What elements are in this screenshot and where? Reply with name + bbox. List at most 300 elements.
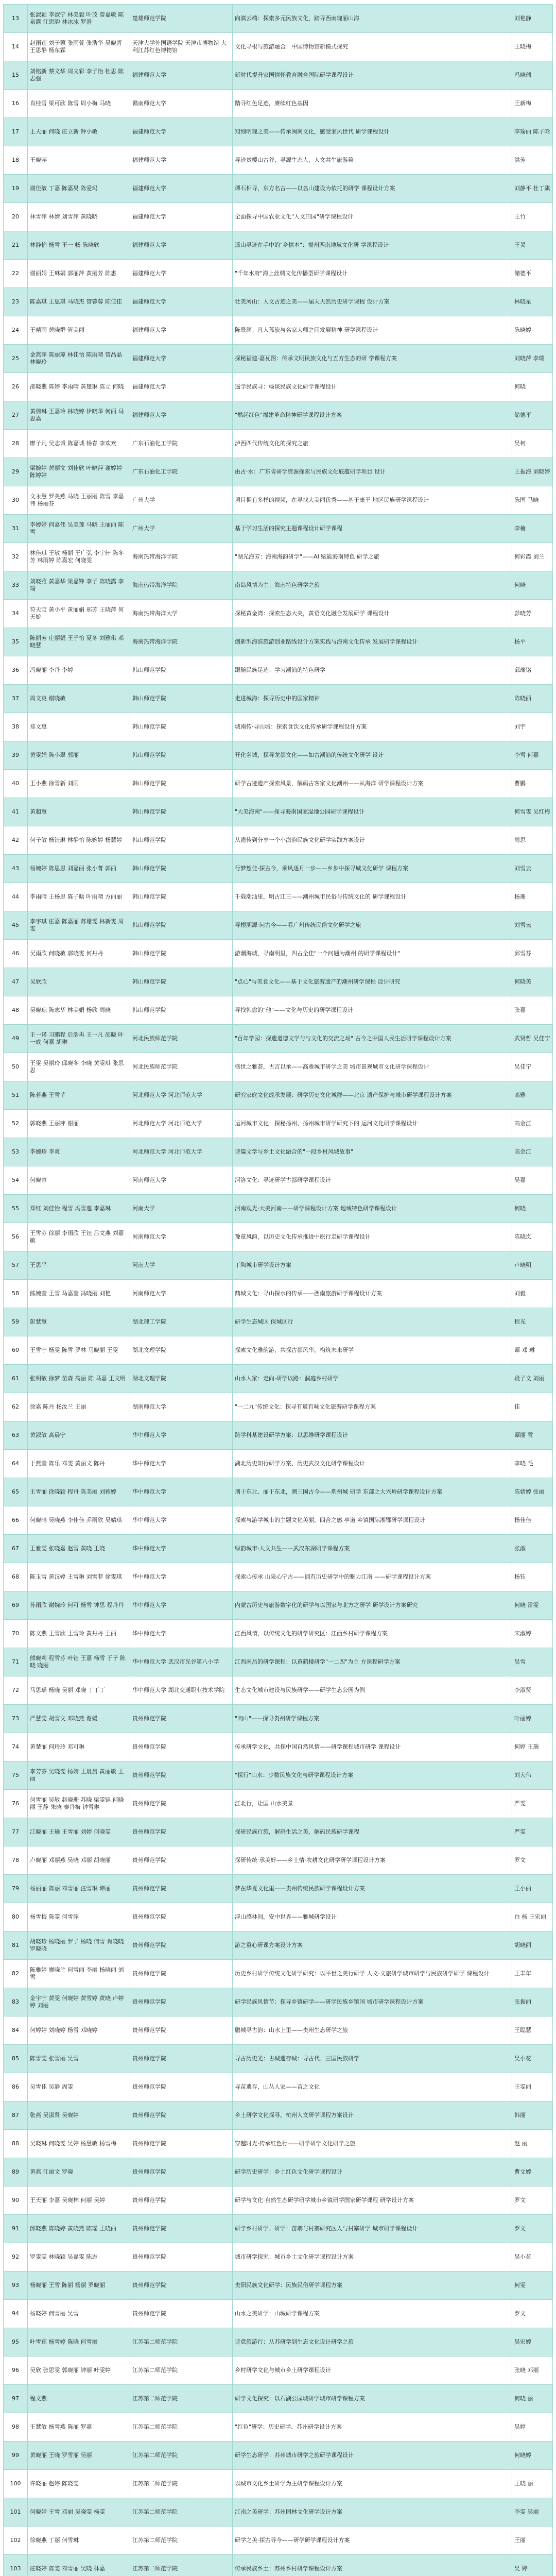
school-name: 福建师范大学 [130,175,233,203]
school-name: 湖南师范大学 [130,1393,233,1421]
school-name: 韩山师范学院 [130,968,233,996]
row-number: 52 [4,1110,28,1138]
school-name: 海南热带海洋学院 [130,543,233,571]
project-title: 遥山寻迹在手中的"乡情本"：福州西南地域文化研 学课程设计 [233,231,512,260]
school-name: 江苏第二师范学院 [130,2328,233,2357]
team-members: 张明敏 徐梦 苗森 高丽 陈 马嘉 王文明 [28,1365,130,1393]
table-row [4,2527,553,2555]
school-name: 江苏第二师范学院 [130,2357,233,2385]
team-members: 赵雨莲 刘子蕙 张雨萱 张浩华 吴晓青 王思静 杨东霖 [28,33,130,61]
team-members: 王小燕 徐雪新 刘雨 [28,770,130,798]
tutor-name: 王新梅 [512,90,553,118]
tutor-name: 杨平 [512,628,553,656]
school-name: 福建师范大学 [130,345,233,373]
tutor-name: 王振海 刘晓婷 [512,458,553,486]
tutor-name: 李淑贤 [512,1676,553,1705]
team-members: 谢丽娟 王琳娟 郭丽萍 黄丽芳 陈惠 [28,260,130,288]
row-number: 87 [4,2102,28,2130]
school-name: 贵州师范学院 [130,1761,233,1790]
row-number: 71 [4,1648,28,1676]
row-number: 19 [4,175,28,203]
table-row [4,798,553,826]
table-row [4,458,553,486]
row-number: 33 [4,571,28,600]
project-title: 研学生态城区 保城区行 [233,1308,512,1336]
table-row [4,118,553,146]
school-name: 华中师范大学 [130,1421,233,1450]
team-members: 刘铭新 蔡文华 周文彩 李子怡 杜思 陈志强 [28,61,130,90]
team-members: 卢晓丽 邓丽燕 吴晓 邓丽 胡晓丽 [28,1846,130,1875]
project-title: 探索心传承 山泉心宁古——拥有历史研学中的魅力江南 ——研学课程设计方案 [233,1563,512,1591]
tutor-name: 严雯 [512,1818,553,1846]
tutor-name: 吴嘉 [512,1166,553,1195]
project-title: 生态文化城市建设与民族研学——研学生态公园为例 [233,1676,512,1705]
table-row [4,1110,553,1138]
table-row [4,1591,553,1620]
row-number: 49 [4,1025,28,1053]
project-title: 研学民族风情节：探寻乡镇研学——研学民族乡镇国 城市研学课程设计方案 [233,1988,512,2016]
project-title: 山水人家：走向·研学以路：洞庭乡村研学 [233,1365,512,1393]
project-title: 湖北历史知行研学方案、历史武汉文化研学课程设计 [233,1450,512,1478]
team-members: 王晴雨 黄晓群 管美丽 [28,316,130,345]
table-row [4,1025,553,1053]
row-number: 53 [4,1138,28,1166]
award-table-body [4,5,553,2576]
project-title: 穿越时光·传承红色行——研学研学文化研学之旅 [233,2130,512,2158]
row-number: 68 [4,1563,28,1591]
project-title: "红色"研学：历史研学、苏州研学设计方案 [233,2413,512,2442]
team-members: 吴雨欣 何晓敏 郭晓雯 何丹丹 [28,940,130,968]
tutor-name: 曹文婷 [512,2158,553,2187]
row-number: 70 [4,1620,28,1648]
team-members: 陈文燕 王雪欣 王雪玲 黄丹丹 王丽 [28,1620,130,1648]
table-row [4,33,553,61]
table-row [4,1308,553,1336]
table-row [4,260,553,288]
row-number: 73 [4,1705,28,1733]
school-name: 华中师范大学 [130,1535,233,1563]
row-number: 38 [4,713,28,741]
team-members: 王天丽 何晓 庄立新 钟小敏 [28,118,130,146]
school-name: 贵州师范学院 [130,2215,233,2243]
row-number: 83 [4,1988,28,2016]
table-row [4,1846,553,1875]
team-members: 林佳琪 王敏 杨丽 王广弘 李宇轩 陈冬芳 林雨婷 陈嘉宏 何晓雯 [28,543,130,571]
project-title: 河洛文化：寻迹研学古都研学课程设计 [233,1166,512,1195]
row-number: 62 [4,1393,28,1421]
project-title: 寻迹赏樱山古谷，寻源生态人，人文共生旅游篇 [233,146,512,175]
team-members: 林雪萍 林婧 刘雪萍 黄晓晓 [28,203,130,231]
row-number: 88 [4,2130,28,2158]
project-title: 跨学科基建设研学方案：以思维研学课程设计 [233,1421,512,1450]
tutor-name: 何雯 [512,2272,553,2300]
tutor-name: 刘毅 [512,1280,553,1308]
school-name: 福建师范大学 [130,260,233,288]
team-members: 于燕莹 陈乐 邓雯 黄丽文 陈丹 [28,1450,130,1478]
row-number: 97 [4,2385,28,2413]
row-number: 27 [4,401,28,430]
team-members: 何晓蓉 [28,1166,130,1195]
school-name: 贵州师范学院 [130,1903,233,1931]
tutor-name: 陈晓丽 [512,685,553,713]
project-title: 项目拥有多样的视频，在寻找大美丽优秀——基于康王 地区民族研学课程设计 [233,486,512,515]
row-number: 40 [4,770,28,798]
table-row [4,2442,553,2470]
project-title: 探索与游学城市的主题文化美丽，四合之感 亭道 乡镇国际湘鄂研学课程设计 [233,1506,512,1535]
table-row [4,2187,553,2215]
project-title: 新时代提升家国情怀教育融合国际研学课程设计 [233,61,512,90]
team-members: 文永慧 罗美燕 马晓 王丽丽 陈雪 李嘉伟 杨丽芬 [28,486,130,515]
table-row [4,2555,553,2576]
project-title: 遥学民族寻：畅谈民族文化研学课程设计 [233,373,512,401]
row-number: 90 [4,2187,28,2215]
project-title: 丁陶城市研学设计方案 [233,1251,512,1280]
row-number: 47 [4,968,28,996]
tutor-name: 王竹 [512,203,553,231]
row-number: 26 [4,373,28,401]
team-members: 严慧雯 胡雪文 邓晓燕 谢媛 [28,1705,130,1733]
table-row [4,2073,553,2102]
tutor-name: 张嘉 [512,996,553,1025]
project-title: 运河城市文化：探秘扬州、扬州城市研学研究下的 运河文化研学课程设计 [233,1110,512,1138]
school-name: 河北师范大学 河北师范大学 [130,1081,233,1110]
team-members: 罗雯雯 林晓颖 吴嘉雯 陈志 [28,2243,130,2272]
project-title: 谭石相寻，东方名古——以名山建设为依托的研学 课程设计方案 [233,175,512,203]
tutor-name: 胡晓丽 [512,1931,553,1960]
team-members: 谢佳敏 丁嘉 陈嘉昊 陈爱玛 [28,175,130,203]
row-number: 76 [4,1790,28,1818]
team-members: 黄倩琳 王嘉玲 林晓婷 伊晓华 何丽 马思嘉 [28,401,130,430]
project-title: 开化名城，探寻龙都文化——如古潮汕的传统文化研学 设计 [233,741,512,770]
school-name: 华中师范大学 [130,1478,233,1506]
tutor-name: 林晓星 [512,288,553,316]
school-name: 河南师范大学 [130,1223,233,1251]
project-title: 城市研学探究：城市乡土文化研学课程设计方案 [233,2243,512,2272]
row-number: 93 [4,2272,28,2300]
project-title: 知细明理之美——传承闽南文化，感受家风世代 研学课程设计 [233,118,512,146]
row-number: 56 [4,1223,28,1251]
team-members: 吴欣欣 [28,968,130,996]
table-row [4,231,553,260]
team-members: 王雅雯 张晓嘉 赵雪 黄晓 王晓 [28,1535,130,1563]
table-row [4,203,553,231]
team-members: 叶雪莲 杨雪婷 陈晓 何雪丽 [28,2328,130,2357]
table-row [4,2272,553,2300]
school-name: 福建师范大学 [130,316,233,345]
project-title: 研学古迹遗产探索风景，解码古客家文化潮州——从海洋 研学课程设计方案 [233,770,512,798]
table-row [4,685,553,713]
team-members: 黄燕 江丽文 罗晓 [28,2158,130,2187]
table-row [4,1733,553,1761]
school-name: 湖北理工学院 [130,1308,233,1336]
tutor-name: 刘静平 杜丁骐 [512,175,553,203]
school-name: 贵州师范学院 [130,2243,233,2272]
project-title: "探行"山水：少数民族文化与研学课程设计方案 [233,1761,512,1790]
tutor-name: 周思 [512,826,553,855]
team-members: 杨晓丽 王雪 陈丽 杨丽 罗晓丽 [28,2272,130,2300]
tutor-name: 刘宇 [512,713,553,741]
school-name: 河南师范大学 [130,1166,233,1195]
team-members: 何晓晴 吴晓燕 李佳佳 乔雨欣 吴婧琪 [28,1506,130,1535]
row-number: 34 [4,600,28,628]
table-row [4,713,553,741]
table-row [4,1931,553,1960]
team-members: 杨婉婷 陈思思 刘嘉丽 张小菁 郭丽 [28,855,130,883]
tutor-name: 吴雪 [512,1648,553,1676]
tutor-name: 何晓 雷雯 [512,1591,553,1620]
table-row [4,1195,553,1223]
project-title: 壮美河山：人文古迹之美——届天天然历史研学课程 设计方案 [233,288,512,316]
tutor-name: 谭丽 雪 [512,1421,553,1450]
project-title: 诗意旅游行：从苏研学到生态文化设计研学之旅 [233,2328,512,2357]
tutor-name: 何晓 [512,373,553,401]
school-name: 贵州师范学院 [130,1875,233,1903]
school-name: 贵州师范学院 [130,2045,233,2073]
tutor-name: 叶丽婷 [512,1705,553,1733]
row-number: 45 [4,911,28,940]
tutor-name: 吴小花 [512,2243,553,2272]
team-members: 李芳芬 吴晓雯 杨婧 王晨晨 黄丽敏 王丽 [28,1761,130,1790]
row-number: 54 [4,1166,28,1195]
row-number: 82 [4,1960,28,1988]
team-members: 郑文惠 [28,713,130,741]
project-title: 寻古历史光：古城遗存城：寻古代、三国民族研学 [233,2045,512,2073]
row-number: 81 [4,1931,28,1960]
school-name: 福建师范大学 [130,203,233,231]
team-members: 张燕 吴淑贤 吴晓婷 [28,2102,130,2130]
row-number: 18 [4,146,28,175]
team-members: 王晓萍 [28,146,130,175]
project-title: 城南传·寻山城：探索食饮文化传承研学课程设计方案 [233,713,512,741]
school-name: 韩山师范学院 [130,713,233,741]
table-row [4,2130,553,2158]
table-row [4,1506,553,1535]
school-name: 华中师范大学 武汉市光谷第八小学 [130,1648,233,1676]
school-name: 贵州师范学院 [130,1846,233,1875]
row-number: 43 [4,855,28,883]
school-name: 韩山师范学院 [130,826,233,855]
row-number: 48 [4,996,28,1025]
table-row [4,968,553,996]
table-row [4,1761,553,1790]
school-name: 河南大学 [130,1195,233,1223]
school-name: 贵州师范学院 [130,2016,233,2045]
row-number: 31 [4,515,28,543]
team-members: 何子敏 杨钰琳 林静怡 陈婉婷 杨慧婷 [28,826,130,855]
team-members: 陈丽芳 庄丽娟 王子怡 夏冬 刘雅琪 邓晓慧 [28,628,130,656]
table-row [4,571,553,600]
table-row [4,1620,553,1648]
school-name: 广东石油化工学院 [130,458,233,486]
row-number: 69 [4,1591,28,1620]
school-name: 贵州师范学院 [130,2073,233,2102]
school-name: 贵州师范学院 [130,2272,233,2300]
tutor-name: 赵 丽 [512,2130,553,2158]
table-row [4,656,553,685]
row-number: 66 [4,1506,28,1535]
tutor-name: 王丰年 [512,1960,553,1988]
row-number: 46 [4,940,28,968]
tutor-name: 王晓梅 [512,33,553,61]
tutor-name: 曹鹏 [512,770,553,798]
table-row [4,2016,553,2045]
team-members: 王思平 [28,1251,130,1280]
project-title: 踏寻红色足迹，赓续红色基因 [233,90,512,118]
table-row [4,770,553,798]
row-number: 50 [4,1053,28,1081]
table-row [4,2498,553,2527]
project-title: 南岛风情为主：海南特色研学之旅 [233,571,512,600]
tutor-name: 罗文 [512,2187,553,2215]
tutor-name: 卢晓明 [512,1251,553,1280]
team-members: 王一诺 习鹏程 后浩冉 王一凡 邵晓 叶一成 何嘉 胡琳 [28,1025,130,1053]
row-number: 22 [4,260,28,288]
tutor-name: 程光 [512,1308,553,1336]
team-members: 何婷婷 刘晓婷 杨雪 邓晓婷 [28,2016,130,2045]
team-members: 王雪芬 徐丽 李雨欣 王钰 吕文燕 刘嘉敏 [28,1223,130,1251]
tutor-name: 吴柯 [512,430,553,458]
project-title: 从遗传到分享一个小海韵民族文化研学实践方案设计 [233,826,512,855]
tutor-name: 彭晓芳 [512,600,553,628]
school-name: 贵州师范学院 [130,1818,233,1846]
row-number: 25 [4,345,28,373]
school-name: 江苏第二师范学院 [130,2442,233,2470]
table-row [4,486,553,515]
row-number: 61 [4,1365,28,1393]
tutor-name: 何晓美 [512,968,553,996]
table-row [4,1478,553,1506]
school-name: 华中师范大学 [130,1450,233,1478]
team-members: 冯晓丽 李丹 李婷 [28,656,130,685]
school-name: 贵州师范学院 [130,2187,233,2215]
tutor-name: 王晓 丽 [512,2470,553,2498]
school-name: 韩山师范学院 [130,883,233,911]
table-row [4,741,553,770]
table-row [4,1251,553,1280]
table-row [4,1081,553,1110]
tutor-name: 李雯 吴丽 [512,2498,553,2527]
team-members: 梁婉婷 黄丽文 刘佳欣 叶晓萍 谢婷婷 陈婷婷 [28,458,130,486]
tutor-name: 武贤哲 吴佳宁 [512,1025,553,1053]
row-number: 24 [4,316,28,345]
row-number: 30 [4,486,28,515]
table-row [4,826,553,855]
team-members: 熊婉莹 王雪 马嘉莹 冯晓丽 刘艳 [28,1280,130,1308]
project-title: "问山"——探寻贵州研学课程方案 [233,1705,512,1733]
project-title: "百年学园：探遗道德文学与与文化的交流之场" 古今之中国人民生活研学课程设计方案 [233,1025,512,1053]
team-members: 李宇琪 庄嘉 陈嘉丽 苏珊雯 林新雯 周雯 [28,911,130,940]
school-name: 贵州师范学院 [130,2130,233,2158]
team-members: 符天宝 黄小平 黄丽娟 邢芳 王晓萍 何天娇 [28,600,130,628]
school-name: 华中师范大学 [130,1591,233,1620]
row-number: 14 [4,33,28,61]
tutor-name: 王雯丽 [512,2073,553,2102]
tutor-name: 谭 邓 琳 [512,1336,553,1365]
row-number: 15 [4,61,28,90]
team-members: 吴雪佳 吴静 周雯 [28,2073,130,2102]
row-number: 35 [4,628,28,656]
tutor-name: 刘艳静 [512,5,553,33]
school-name: 福建师范大学 [130,146,233,175]
school-name: 湖北文理学院 [130,1336,233,1365]
project-title: 探秘黄金湾：探索生态大美，黄语文化融合发展研学 课程设计 [233,600,512,628]
school-name: 贵州师范学院 [130,2158,233,2187]
table-row [4,1365,553,1393]
project-title: 传承研学文化，共探中国自然风情——研学课程城市研学 课程设计 [233,1733,512,1761]
row-number: 85 [4,2045,28,2073]
table-row [4,940,553,968]
table-row [4,2385,553,2413]
school-name: 河北民族师范学院 [130,1053,233,1081]
row-number: 29 [4,458,28,486]
table-row [4,2413,553,2442]
table-row [4,628,553,656]
project-title: 泸西四代传统文化的探究之旅 [233,430,512,458]
row-number: 16 [4,90,28,118]
table-row [4,1818,553,1846]
table-row [4,1676,553,1705]
school-name: 华中师范大学 湖北交通职业技术学院 [130,1676,233,1705]
project-title: 江北行，让国 山水美景 [233,1790,512,1818]
row-number: 32 [4,543,28,571]
tutor-name: 王灵 [512,231,553,260]
tutor-name: 李楠 [512,515,553,543]
project-title: 历史乡村研学传统文化研学研究：以平世之美行研学 人文·文旅研学城市研学与民族研学研学 课程设计 [233,1960,512,1988]
row-number: 41 [4,798,28,826]
school-name: 贵州师范学院 [130,1988,233,2016]
project-title: 梦在华夏文化里——贵州传统民族研学课程设计方案 [233,1875,512,1903]
team-members: 陈嘉琪 王思琪 马晓杰 管蓉蓉 陈佳佳 [28,288,130,316]
tutor-name: 李瑞丽 陈子晗 [512,118,553,146]
school-name: 楚雄师范学院 [130,5,233,33]
tutor-name: 高雅 [512,1081,553,1110]
table-row [4,600,553,628]
table-row [4,1648,553,1676]
table-row [4,2300,553,2328]
tutor-name: 李晓 毛 [512,1450,553,1478]
school-name: 河南师范大学 [130,1280,233,1308]
row-number: 37 [4,685,28,713]
team-members: 李婷婷 何嘉伟 吴美莲 马晓 王丽丽 陈雪 [28,515,130,543]
tutor-name: 严雯 [512,1790,553,1818]
tutor-name: 陈晓婷 [512,316,553,345]
tutor-name: 罗文 [512,2215,553,2243]
table-row [4,1988,553,2016]
school-name: 贵州师范学院 [130,1931,233,1960]
team-members: 彭慧慧 [28,1308,130,1336]
table-row [4,1875,553,1903]
project-title: 千载潮汕里，明古江三——潮州城市民俗与传统文化的 研学课程设计 [233,883,512,911]
project-title: "一二九"传统文化：探寻有道有味文化旅游研学课程方案 [233,1393,512,1421]
team-members: 刘晓雅 黄嘉华 梁嘉锋 李子 陈晓露 李瑞 [28,571,130,600]
team-members: 林静怡 杨雪 王一 畅 陈晓欣 [28,231,130,260]
project-title: "大美海南"——探寻海南国家湿地公园研学课程设计 [233,798,512,826]
team-members: 廖子凡 吴志诚 陈嘉诚 杨春 李欢欢 [28,430,130,458]
tutor-name: 吴小花 [512,2045,553,2073]
tutor-name: 吴 婷 [512,2555,553,2576]
project-title: 寻苗遗存，山丛人家——苗之文化 [233,2073,512,2102]
tutor-name: 何晓 [512,1195,553,1223]
table-row [4,1450,553,1478]
school-name: 韩山师范学院 [130,656,233,685]
school-name: 贵州师范学院 [130,2102,233,2130]
tutor-name: 何雪雯 吴红梅 [512,798,553,826]
row-number: 59 [4,1308,28,1336]
team-members: 吴晓琼 陈志华 林美娟 杨欣 周晓 [28,996,130,1025]
row-number: 92 [4,2243,28,2272]
team-members: 黄晓丽 王晓 罗雪丽 吴丽 [28,2442,130,2470]
row-number: 98 [4,2413,28,2442]
